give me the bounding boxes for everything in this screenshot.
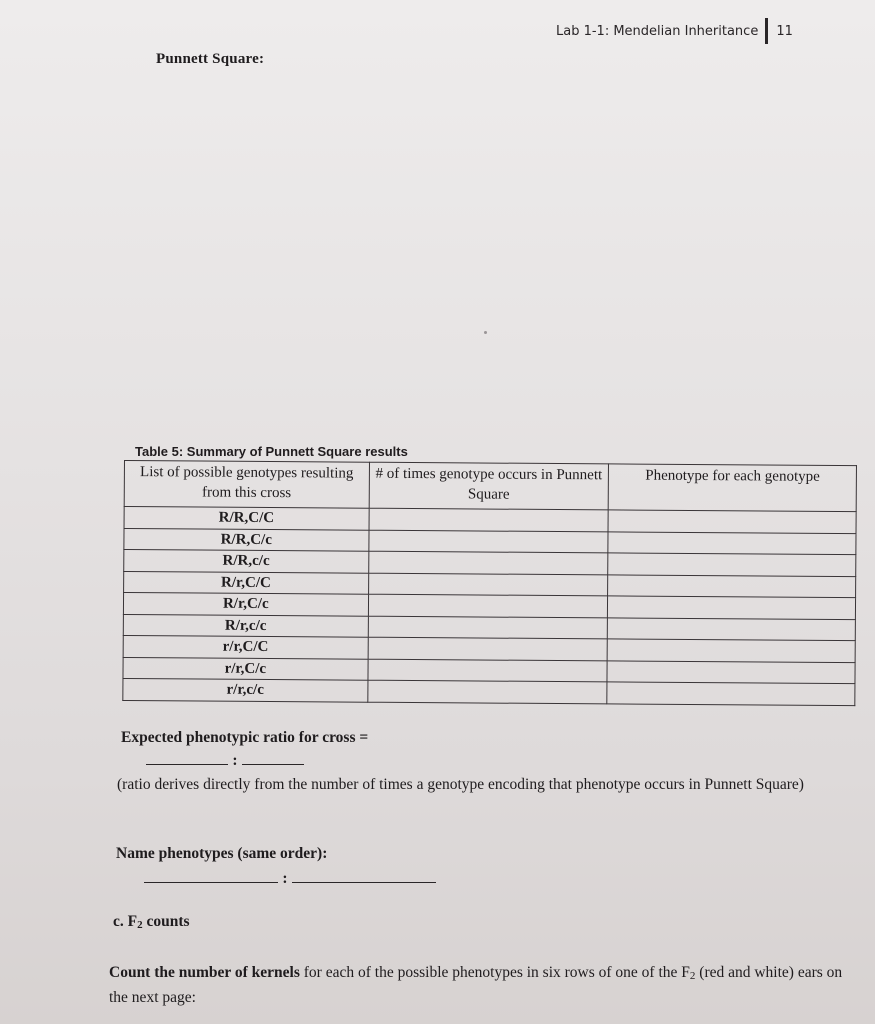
column-header-occurrences: # of times genotype occurs in Punnett Square [369, 462, 609, 510]
f2-counts-prefix: c. F [113, 913, 138, 930]
paper-speck [484, 331, 487, 334]
table-header-row [124, 461, 856, 512]
f2-counts-subscript: 2 [137, 919, 143, 931]
occurrences-cell[interactable] [369, 530, 609, 553]
table-caption: Table 5: Summary of Punnett Square results [135, 444, 408, 459]
occurrences-cell[interactable] [368, 637, 608, 660]
expected-ratio-blanks [146, 750, 304, 770]
phenotype-cell[interactable] [607, 682, 855, 705]
name-phenotypes-label: Name phenotypes (same order): [116, 845, 328, 862]
count-instruction-text-end: (red and white) ears on the next page: [109, 964, 843, 1006]
phenotype-cell[interactable] [608, 510, 856, 533]
count-instruction-subscript: 2 [689, 970, 696, 982]
occurrences-cell[interactable] [369, 508, 609, 531]
count-instruction-text: for each of the possible phenotypes in six rows of one of the F [299, 964, 690, 981]
name-phenotypes-blanks [144, 868, 436, 888]
genotype-cell: r/r,c/c [123, 678, 368, 701]
occurrences-cell[interactable] [367, 680, 607, 703]
phenotype-cell[interactable] [608, 553, 856, 576]
phenotype-cell[interactable] [608, 596, 856, 619]
running-title: Lab 1-1: Mendelian Inheritance [556, 23, 759, 39]
header-divider [765, 18, 768, 44]
phenotype-colon: : [282, 870, 288, 887]
occurrences-cell[interactable] [368, 551, 608, 574]
f2-counts-heading [113, 913, 190, 931]
genotype-cell: R/r,C/C [124, 571, 369, 594]
genotype-cell: R/R,c/c [124, 550, 369, 573]
column-header-phenotype: Phenotype for each genotype [608, 464, 856, 512]
ratio-blank-right[interactable] [242, 750, 304, 765]
genotype-cell: R/r,C/c [123, 593, 368, 616]
phenotype-cell[interactable] [608, 531, 856, 554]
phenotype-cell[interactable] [607, 660, 855, 683]
genotype-cell: R/R,C/C [124, 507, 369, 530]
punnett-square-heading: Punnett Square: [156, 51, 265, 67]
genotype-cell: r/r,C/c [123, 657, 368, 680]
ratio-blank-left[interactable] [146, 750, 228, 765]
phenotype-cell[interactable] [607, 639, 855, 662]
phenotype-cell[interactable] [608, 617, 856, 640]
punnett-results-table [122, 460, 857, 706]
table-row [123, 678, 855, 705]
phenotype-cell[interactable] [608, 574, 856, 597]
ratio-colon: : [232, 752, 238, 769]
occurrences-cell[interactable] [368, 594, 608, 617]
f2-counts-suffix: counts [142, 913, 190, 930]
genotype-cell: R/R,C/c [124, 528, 369, 551]
count-instruction-bold: Count the number of kernels [109, 964, 300, 981]
phenotype-blank-left[interactable] [144, 868, 278, 883]
table-body [123, 507, 856, 706]
ratio-note: (ratio derives directly from the number of times a genotype encoding that phenotype occurs in Punnett Square) [117, 776, 804, 793]
column-header-genotypes: List of possible genotypes resulting from this cross [124, 461, 369, 509]
occurrences-cell[interactable] [368, 573, 608, 596]
expected-ratio-label: Expected phenotypic ratio for cross = [121, 729, 369, 746]
occurrences-cell[interactable] [368, 659, 608, 682]
count-instruction [109, 962, 854, 1009]
genotype-cell: R/r,c/c [123, 614, 368, 637]
phenotype-blank-right[interactable] [292, 868, 436, 883]
genotype-cell: r/r,C/C [123, 635, 368, 658]
page-number: 11 [776, 23, 793, 39]
running-header [556, 18, 793, 44]
occurrences-cell[interactable] [368, 616, 608, 639]
